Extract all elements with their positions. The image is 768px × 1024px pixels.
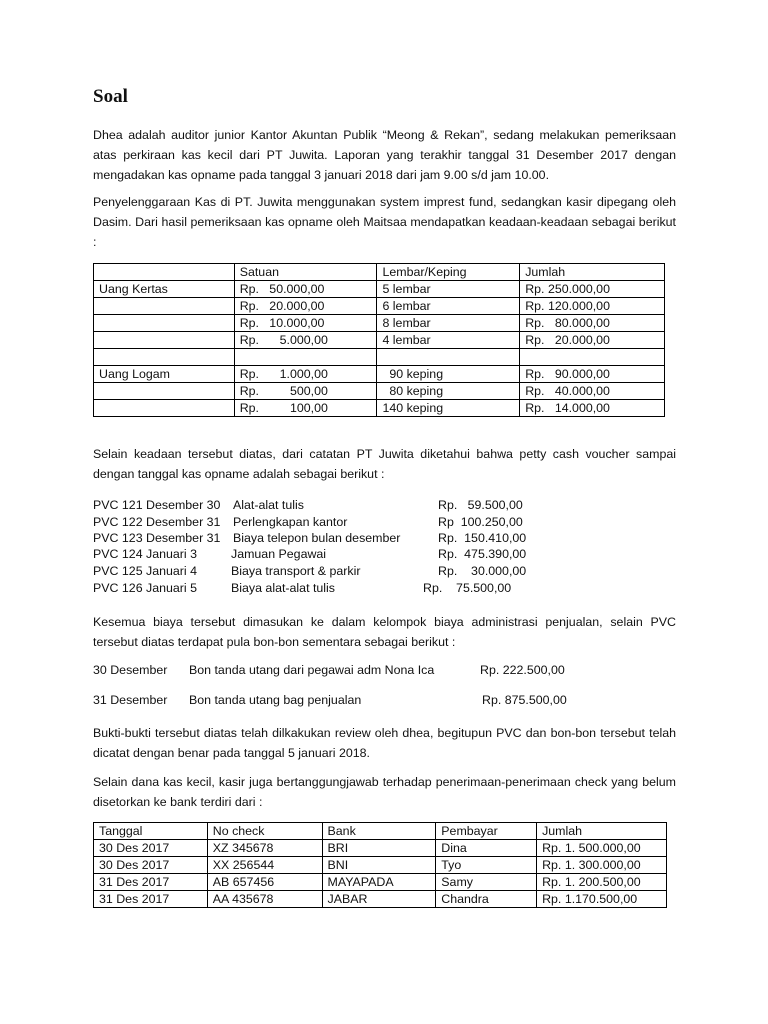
pvc-row (93, 546, 676, 563)
table-cell: Rp. 120.000,00 (520, 298, 665, 315)
table-cell: AA 435678 (207, 891, 322, 908)
table-cell: 31 Des 2017 (94, 891, 208, 908)
pvc-row (93, 514, 676, 531)
table-cell (520, 349, 665, 366)
table-cell: Rp. 20.000,00 (520, 332, 665, 349)
table-cell (94, 349, 235, 366)
paragraph-review: Bukti-bukti tersebut diatas telah dilkakukan review oleh dhea, begitupun PVC dan bon-bon tersebut telah dicatat dengan benar pada tanggal 5 januari 2018. (93, 726, 676, 760)
pvc-amount: Rp 100.250,00 (438, 515, 523, 529)
table-cell (94, 298, 235, 315)
table-row (94, 298, 665, 315)
table-row (94, 840, 667, 857)
table-cell: Rp. 10.000,00 (234, 315, 377, 332)
check-table (93, 822, 667, 908)
table-row (94, 349, 665, 366)
table-cell: 30 Des 2017 (94, 857, 208, 874)
paragraph-imprest: Penyelenggaraan Kas di PT. Juwita menggunakan system imprest fund, sedangkan kasir dipegang oleh Dasim. Dari hasil pemeriksaan kas opname oleh Maitsaa mendapatkan keadaan-keadaan sebagai berikut : (93, 195, 676, 249)
pvc-code: PVC 121 Desember 30 (93, 498, 221, 512)
table-cell: Rp. 500,00 (234, 383, 377, 400)
pvc-code: PVC 126 Januari 5 (93, 581, 198, 595)
pvc-amount: Rp. 150.410,00 (438, 531, 527, 545)
table-row (94, 400, 665, 417)
bon-date: 30 Desember (93, 663, 168, 677)
paragraph-intro: Dhea adalah auditor junior Kantor Akuntan Publik “Meong & Rekan”, sedang melakukan pemeriksaan atas perkiraan kas kecil dari PT Juwita. Laporan yang terakhir tanggal 31 Desember 2017 dengan mengadakan kas opname pada tanggal 3 januari 2018 dari jam 9.00 s/d jam 10.00. (93, 128, 676, 182)
table-header-cell: Pembayar (436, 823, 537, 840)
table-header-cell: Satuan (234, 264, 377, 281)
table-cell: Tyo (436, 857, 537, 874)
table-cell: 31 Des 2017 (94, 874, 208, 891)
table-cell: 6 lembar (377, 298, 520, 315)
pvc-row (93, 530, 676, 547)
table-cell (377, 349, 520, 366)
paragraph-bon-intro: Kesemua biaya tersebut dimasukan ke dalam kelompok biaya administrasi penjualan, selain PVC tersebut diatas terdapat pula bon-bon sementara sebagai berikut : (93, 615, 676, 649)
bon-row (93, 692, 676, 709)
table-cell: Rp. 40.000,00 (520, 383, 665, 400)
cash-count-table (93, 263, 665, 417)
table-cell: 4 lembar (377, 332, 520, 349)
table-header-cell: No check (207, 823, 322, 840)
table-cell: Uang Logam (94, 366, 235, 383)
bon-amount: Rp. 875.500,00 (482, 693, 567, 707)
table-row (94, 383, 665, 400)
table-cell: Rp. 1. 300.000,00 (537, 857, 667, 874)
table-cell: Rp. 250.000,00 (520, 281, 665, 298)
pvc-code: PVC 124 Januari 3 (93, 547, 198, 561)
pvc-description: Biaya telepon bulan desember (233, 531, 401, 545)
table-header-cell (94, 264, 235, 281)
table-cell (94, 400, 235, 417)
table-cell: Rp. 1. 500.000,00 (537, 840, 667, 857)
pvc-amount: Rp. 475.390,00 (438, 547, 527, 561)
table-row (94, 366, 665, 383)
pvc-amount: Rp. 75.500,00 (423, 581, 512, 595)
table-cell: Dina (436, 840, 537, 857)
table-header-cell: Jumlah (537, 823, 667, 840)
table-row (94, 332, 665, 349)
table-cell: 8 lembar (377, 315, 520, 332)
table-cell: Rp. 100,00 (234, 400, 377, 417)
table-header-cell: Tanggal (94, 823, 208, 840)
table-cell: 140 keping (377, 400, 520, 417)
bon-description: Bon tanda utang dari pegawai adm Nona Ica (189, 663, 435, 677)
pvc-row (93, 497, 676, 514)
table-cell: BRI (322, 840, 436, 857)
pvc-code: PVC 122 Desember 31 (93, 515, 221, 529)
table-header-cell: Jumlah (520, 264, 665, 281)
table-cell: 5 lembar (377, 281, 520, 298)
table-cell: 90 keping (377, 366, 520, 383)
table-cell: XZ 345678 (207, 840, 322, 857)
table-cell: Rp. 50.000,00 (234, 281, 377, 298)
page-title: Soal (93, 86, 128, 107)
table-row (94, 874, 667, 891)
table-cell: Rp. 80.000,00 (520, 315, 665, 332)
table-cell: JABAR (322, 891, 436, 908)
table-cell (94, 383, 235, 400)
table-cell: MAYAPADA (322, 874, 436, 891)
table-cell: XX 256544 (207, 857, 322, 874)
table-row (94, 891, 667, 908)
pvc-description: Alat-alat tulis (233, 498, 304, 512)
bon-description: Bon tanda utang bag penjualan (189, 693, 362, 707)
bon-amount: Rp. 222.500,00 (480, 663, 565, 677)
table-cell: Rp. 90.000,00 (520, 366, 665, 383)
pvc-code: PVC 125 Januari 4 (93, 564, 198, 578)
table-header-row (94, 264, 665, 281)
pvc-row (93, 563, 676, 580)
pvc-code: PVC 123 Desember 31 (93, 531, 221, 545)
pvc-description: Biaya transport & parkir (231, 564, 361, 578)
pvc-row (93, 580, 676, 597)
table-cell: AB 657456 (207, 874, 322, 891)
table-cell: BNI (322, 857, 436, 874)
bon-date: 31 Desember (93, 693, 168, 707)
table-cell (94, 315, 235, 332)
paragraph-pvc-intro: Selain keadaan tersebut diatas, dari catatan PT Juwita diketahui bahwa petty cash voucher sampai dengan tanggal kas opname adalah sebagai berikut : (93, 447, 676, 481)
table-cell: 80 keping (377, 383, 520, 400)
table-row (94, 281, 665, 298)
pvc-amount: Rp. 30.000,00 (438, 564, 527, 578)
table-cell: Rp. 1.170.500,00 (537, 891, 667, 908)
table-cell: Rp. 14.000,00 (520, 400, 665, 417)
pvc-amount: Rp. 59.500,00 (438, 498, 523, 512)
table-cell: Rp. 20.000,00 (234, 298, 377, 315)
table-header-cell: Bank (322, 823, 436, 840)
table-cell: 30 Des 2017 (94, 840, 208, 857)
table-cell: Samy (436, 874, 537, 891)
table-cell (94, 332, 235, 349)
table-row (94, 315, 665, 332)
table-row (94, 857, 667, 874)
table-cell: Chandra (436, 891, 537, 908)
pvc-description: Jamuan Pegawai (231, 547, 327, 561)
table-cell (234, 349, 377, 366)
table-cell: Rp. 1.000,00 (234, 366, 377, 383)
table-header-cell: Lembar/Keping (377, 264, 520, 281)
table-cell: Rp. 1. 200.500,00 (537, 874, 667, 891)
table-cell: Uang Kertas (94, 281, 235, 298)
paragraph-checks: Selain dana kas kecil, kasir juga bertanggungjawab terhadap penerimaan-penerimaan check yang belum disetorkan ke bank terdiri dari : (93, 775, 676, 809)
bon-row (93, 662, 676, 679)
table-header-row (94, 823, 667, 840)
pvc-description: Biaya alat-alat tulis (231, 581, 335, 595)
pvc-description: Perlengkapan kantor (233, 515, 348, 529)
table-cell: Rp. 5.000,00 (234, 332, 377, 349)
